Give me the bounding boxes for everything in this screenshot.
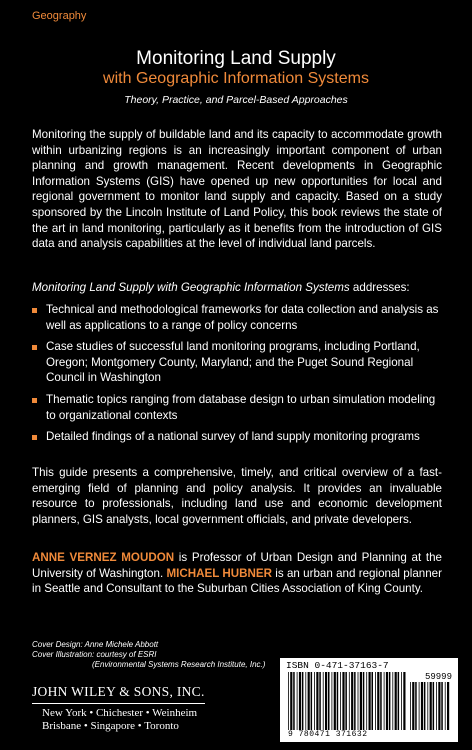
cover-illustration-org: (Environmental Systems Research Institute, Inc.)	[92, 660, 266, 669]
book-title: Monitoring Land Supply	[136, 48, 336, 69]
category-label: Geography	[32, 10, 87, 22]
list-item-text: Thematic topics ranging from database design to urban simulation modeling to organizational contexts	[46, 392, 436, 422]
addresses-tail: addresses:	[349, 281, 410, 294]
book-subtitle: with Geographic Information Systems	[103, 70, 369, 87]
list-item	[32, 339, 442, 386]
bullet-icon	[32, 398, 37, 403]
price-code: 59999	[424, 672, 452, 682]
list-item-text: Technical and methodological frameworks for data collection and analysis as well as applications to a range of policy concerns	[46, 303, 439, 332]
author-bio	[32, 550, 442, 597]
author-name-2: MICHAEL HUBNER	[166, 566, 272, 580]
summary-paragraph: This guide presents a comprehensive, timely, and critical overview of a fast-emerging field of planning and policy analysis. It provides an invaluable resource to professionals, including land use and economic development planners, GIS analysts, local government officials, and private developers.	[32, 466, 442, 526]
cover-design-credit: Cover Design: Anne Michele Abbott	[32, 640, 159, 649]
publisher-name: JOHN WILEY & SONS, INC.	[32, 684, 205, 704]
cover-illustration-credit: Cover Illustration: courtesy of ESRI	[32, 650, 157, 659]
addresses-book-title: Monitoring Land Supply with Geographic Information Systems	[32, 281, 350, 294]
intro-paragraph: Monitoring the supply of buildable land and its capacity to accommodate growth within urbanizing regions is an increasingly important component of urban planning and growth management. Recent developments in Geographic Information Systems (GIS) have opened up new opportunities for local and regional government to monitor land supply and capacity. Based on a study sponsored by the Lincoln Institute of Land Policy, this book reviews the state of the art in land monitoring, particularly as it benefits from the introduction of GIS data and analysis capabilities at the level of individual land parcels.	[32, 128, 442, 251]
isbn-barcode-box	[280, 658, 458, 742]
list-item-text: Case studies of successful land monitoring programs, including Portland, Oregon; Montgomery County, Maryland; and the Puget Sound Regional Council in Washington	[46, 340, 420, 385]
barcode-icon	[288, 672, 406, 730]
author-name-1: ANNE VERNEZ MOUDON	[32, 551, 175, 564]
list-item	[32, 392, 442, 423]
addresses-line	[32, 280, 442, 296]
publisher-cities-line-1: New York • Chichester • Weinheim	[42, 707, 198, 719]
author-bio-2: is an urban and regional planner in Seattle and Consultant to the Suburban Cities Association of King County.	[32, 566, 442, 596]
publisher-cities-line-2: Brisbane • Singapore • Toronto	[42, 720, 179, 732]
list-item	[32, 302, 442, 333]
barcode-digits: 9 780471 371632	[288, 730, 368, 739]
book-tagline: Theory, Practice, and Parcel-Based Approaches	[124, 94, 348, 106]
addon-barcode-icon	[410, 682, 450, 730]
bullet-icon	[32, 345, 37, 350]
author-bio-1: is Professor of Urban Design and Planning at the University of Washington.	[32, 551, 442, 580]
bullet-icon	[32, 308, 37, 313]
publisher-cities	[32, 707, 232, 733]
list-item-text: Detailed findings of a national survey of land supply monitoring programs	[46, 430, 420, 444]
publisher-block	[32, 683, 232, 733]
cover-credits	[32, 640, 265, 670]
isbn-number: ISBN 0-471-37163-7	[286, 660, 389, 671]
feature-list	[32, 302, 442, 451]
list-item	[32, 429, 442, 445]
bullet-icon	[32, 435, 37, 440]
